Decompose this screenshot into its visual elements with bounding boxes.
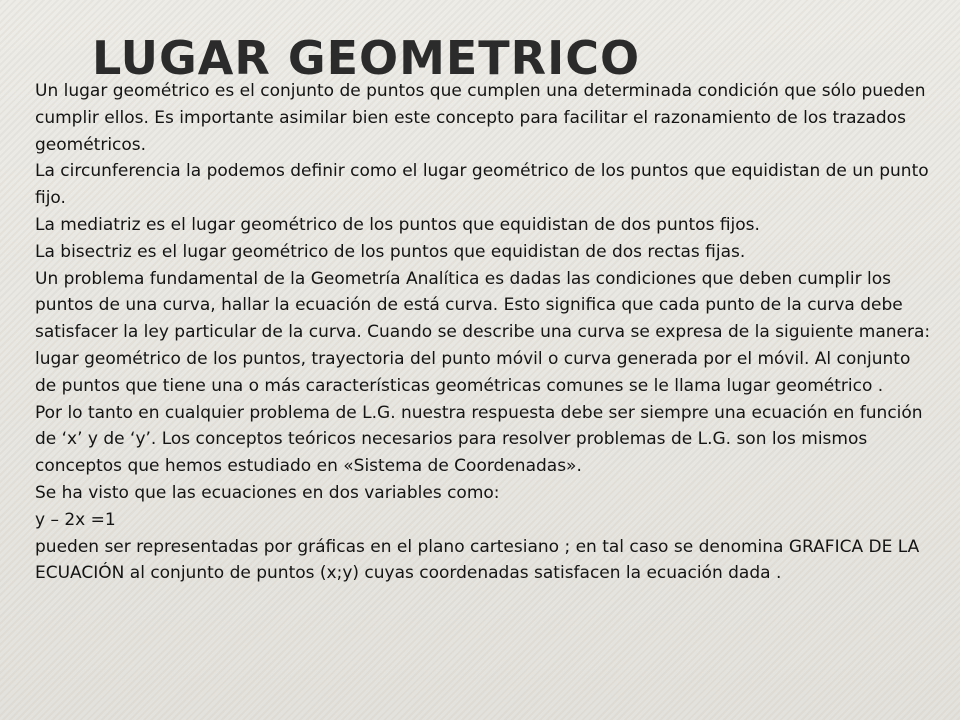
paragraph-problema-fundamental: Un problema fundamental de la Geometría Analítica es dadas las condiciones que deben cumplir los puntos de una curva, hallar la ecuación de está curva. Esto significa que cada punto de la curva debe satisfacer la ley particular de la curva. Cuando se describe una curva se expresa de la siguiente manera: lugar geométrico de los puntos, trayectoria del punto móvil o curva generada por el móvil. Al conjunto de puntos que tiene una o más características geométricas comunes se le llama lugar geométrico .: [35, 268, 931, 396]
paragraph-definition: Un lugar geométrico es el conjunto de puntos que cumplen una determinada condición que sólo pueden cumplir ellos. Es importante asimilar bien este concepto para facilitar el razonamiento de los trazados geométricos.: [35, 81, 926, 155]
paragraph-ecuaciones-intro: Se ha visto que las ecuaciones en dos variables como:: [35, 482, 500, 503]
paragraph-bisectriz: La bisectriz es el lugar geométrico de los puntos que equidistan de dos rectas fijas.: [35, 241, 746, 262]
paragraph-grafica: pueden ser representadas por gráficas en el plano cartesiano ; en tal caso se denomina GRAFICA DE LA ECUACIÓN al conjunto de puntos (x;y) cuyas coordenadas satisfacen la ecuación dada .: [35, 536, 920, 584]
slide-body: [35, 78, 935, 587]
paragraph-circunferencia: La circunferencia la podemos definir como el lugar geométrico de los puntos que equidistan de un punto fijo.: [35, 161, 929, 209]
paragraph-mediatriz: La mediatriz es el lugar geométrico de los puntos que equidistan de dos puntos fijos.: [35, 214, 760, 235]
paragraph-respuesta: Por lo tanto en cualquier problema de L.G. nuestra respuesta debe ser siempre una ecuación en función de ‘x’ y de ‘y’. Los conceptos teóricos necesarios para resolver problemas de L.G. son los mismos conceptos que hemos estudiado en «Sistema de Coordenadas».: [35, 402, 923, 477]
equation-line: y – 2x =1: [35, 509, 116, 530]
slide-title: LUGAR GEOMETRICO: [92, 31, 641, 85]
